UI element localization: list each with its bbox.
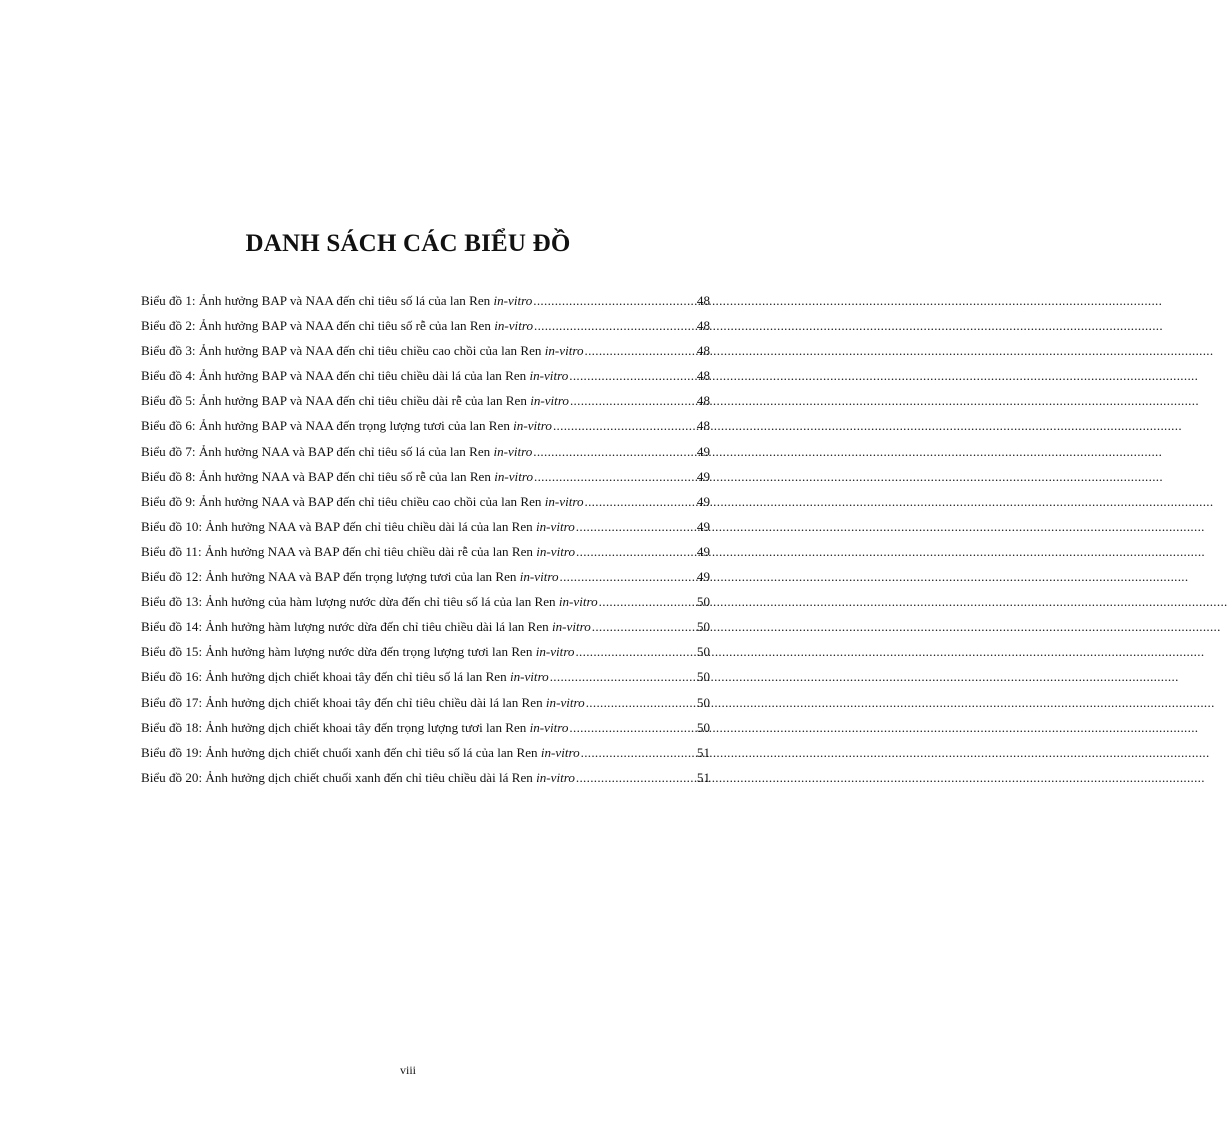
dot-leader	[585, 493, 696, 510]
entry-page: 49	[696, 443, 710, 459]
entry-title: Biểu đồ 9: Ảnh hưởng NAA và BAP đến chỉ tiêu chiều cao chồi của lan Ren	[141, 493, 545, 509]
entry-title: Biểu đồ 16: Ảnh hưởng dịch chiết khoai tây đến chỉ tiêu số lá lan Ren	[141, 669, 510, 685]
dot-leader	[576, 518, 696, 535]
entry-italic: in-vitro	[494, 468, 533, 484]
entry-page: 49	[696, 569, 710, 585]
entry-title: Biểu đồ 15: Ảnh hưởng hàm lượng nước dừa đến trọng lượng tươi lan Ren	[141, 644, 536, 660]
entry-page: 48	[696, 418, 710, 434]
dot-leader	[570, 392, 696, 409]
toc-entry[interactable]	[141, 367, 710, 392]
dot-leader	[576, 543, 696, 560]
entry-italic: in-vitro	[535, 644, 575, 660]
toc-entry[interactable]	[141, 292, 710, 317]
entry-italic: in-vitro	[494, 318, 533, 334]
dot-leader	[553, 417, 696, 434]
dot-leader	[534, 317, 696, 334]
page-title: DANH SÁCH CÁC BIỂU ĐỒ	[245, 230, 571, 257]
entry-title: Biểu đồ 5: Ảnh hưởng BAP và NAA đến chỉ tiêu chiều dài rễ của lan Ren	[141, 393, 531, 409]
toc-entry[interactable]	[141, 719, 710, 744]
toc-entry[interactable]	[141, 392, 710, 417]
entry-title: Biểu đồ 20: Ảnh hưởng dịch chiết chuối xanh đến chỉ tiêu chiều dài lá Ren	[141, 769, 537, 785]
entry-title: Biểu đồ 4: Ảnh hưởng BAP và NAA đến chỉ tiêu chiều dài lá của lan Ren	[141, 368, 530, 384]
entry-title: Biểu đồ 1: Ảnh hưởng BAP và NAA đến chỉ tiêu số lá của lan Ren	[141, 293, 494, 308]
entry-page: 50	[696, 644, 710, 660]
entry-page: 50	[696, 669, 710, 685]
entry-title: Biểu đồ 10: Ảnh hưởng NAA và BAP đến chỉ tiêu chiều dài lá của lan Ren	[141, 518, 536, 534]
toc-entry[interactable]	[141, 417, 710, 442]
dot-leader	[599, 593, 696, 610]
toc-entry[interactable]	[141, 593, 710, 618]
entry-italic: in-vitro	[519, 569, 559, 585]
entry-italic: in-vitro	[493, 293, 533, 308]
page-number: viii	[399, 1063, 416, 1077]
dot-leader	[569, 367, 696, 384]
dot-leader	[533, 292, 696, 309]
toc-entry[interactable]	[141, 618, 710, 643]
dot-leader	[569, 719, 695, 736]
dot-leader	[581, 744, 696, 761]
entry-title: Biểu đồ 19: Ảnh hưởng dịch chiết chuối xanh đến chỉ tiêu số lá của lan Ren	[141, 744, 541, 760]
entry-title: Biểu đồ 12: Ảnh hưởng NAA và BAP đến trọng lượng tươi của lan Ren	[141, 569, 520, 585]
entry-italic: in-vitro	[530, 393, 569, 409]
entry-italic: in-vitro	[536, 769, 575, 785]
entry-page: 48	[696, 293, 710, 308]
dot-leader	[592, 618, 696, 635]
entry-page: 49	[696, 493, 710, 509]
dot-leader	[575, 643, 695, 660]
entry-title: Biểu đồ 6: Ảnh hưởng BAP và NAA đến trọng lượng tươi của lan Ren	[141, 418, 514, 434]
dot-leader	[586, 694, 696, 711]
entry-page: 51	[696, 744, 710, 760]
entry-page: 48	[696, 343, 710, 359]
toc-entry[interactable]	[141, 643, 710, 668]
entry-italic: in-vitro	[558, 594, 598, 610]
entry-italic: in-vitro	[540, 744, 580, 760]
entry-italic: in-vitro	[536, 518, 575, 534]
entry-page: 48	[696, 368, 710, 384]
chart-list	[141, 292, 710, 794]
dot-leader	[533, 443, 696, 460]
entry-italic: in-vitro	[529, 719, 569, 735]
entry-page: 50	[696, 619, 710, 635]
entry-title: Biểu đồ 13: Ảnh hưởng của hàm lượng nước dừa đến chỉ tiêu số lá của lan Ren	[141, 594, 559, 610]
toc-entry[interactable]	[141, 769, 710, 794]
dot-leader	[534, 468, 696, 485]
toc-entry[interactable]	[141, 568, 710, 593]
entry-page: 48	[696, 318, 710, 334]
entry-italic: in-vitro	[536, 543, 576, 559]
entry-italic: in-vitro	[551, 619, 591, 635]
dot-leader	[585, 342, 696, 359]
entry-italic: in-vitro	[544, 343, 584, 359]
entry-title: Biểu đồ 17: Ảnh hưởng dịch chiết khoai tây đến chỉ tiêu chiều dài lá lan Ren	[141, 694, 546, 710]
toc-entry[interactable]	[141, 744, 710, 769]
toc-entry[interactable]	[141, 493, 710, 518]
entry-italic: in-vitro	[529, 368, 569, 384]
entry-page: 49	[696, 518, 710, 534]
entry-page: 49	[696, 468, 710, 484]
entry-italic: in-vitro	[544, 493, 584, 509]
dot-leader	[550, 668, 696, 685]
toc-entry[interactable]	[141, 443, 710, 468]
entry-italic: in-vitro	[545, 694, 585, 710]
entry-page: 50	[696, 594, 710, 610]
entry-italic: in-vitro	[509, 669, 549, 685]
entry-page: 50	[696, 719, 710, 735]
entry-italic: in-vitro	[513, 418, 552, 434]
entry-page: 51	[696, 769, 710, 785]
toc-entry[interactable]	[141, 342, 710, 367]
toc-entry[interactable]	[141, 468, 710, 493]
entry-page: 48	[696, 393, 710, 409]
toc-entry[interactable]	[141, 543, 710, 568]
entry-title: Biểu đồ 11: Ảnh hưởng NAA và BAP đến chỉ tiêu chiều dài rễ của lan Ren	[141, 543, 537, 559]
dot-leader	[560, 568, 696, 585]
entry-italic: in-vitro	[493, 443, 533, 459]
toc-entry[interactable]	[141, 668, 710, 693]
entry-page: 50	[696, 694, 710, 710]
toc-entry[interactable]	[141, 694, 710, 719]
entry-title: Biểu đồ 14: Ảnh hưởng hàm lượng nước dừa đến chỉ tiêu chiều dài lá lan Ren	[141, 619, 552, 635]
entry-title: Biểu đồ 18: Ảnh hưởng dịch chiết khoai tây đến trọng lượng tươi lan Ren	[141, 719, 530, 735]
entry-title: Biểu đồ 2: Ảnh hưởng BAP và NAA đến chỉ tiêu số rễ của lan Ren	[141, 318, 495, 334]
entry-page: 49	[696, 543, 710, 559]
entry-title: Biểu đồ 8: Ảnh hưởng NAA và BAP đến chỉ tiêu số rễ của lan Ren	[141, 468, 495, 484]
toc-entry[interactable]	[141, 518, 710, 543]
dot-leader	[576, 769, 696, 786]
entry-title: Biểu đồ 3: Ảnh hưởng BAP và NAA đến chỉ tiêu chiều cao chồi của lan Ren	[141, 343, 545, 359]
toc-entry[interactable]	[141, 317, 710, 342]
entry-title: Biểu đồ 7: Ảnh hưởng NAA và BAP đến chỉ tiêu số lá của lan Ren	[141, 443, 494, 459]
